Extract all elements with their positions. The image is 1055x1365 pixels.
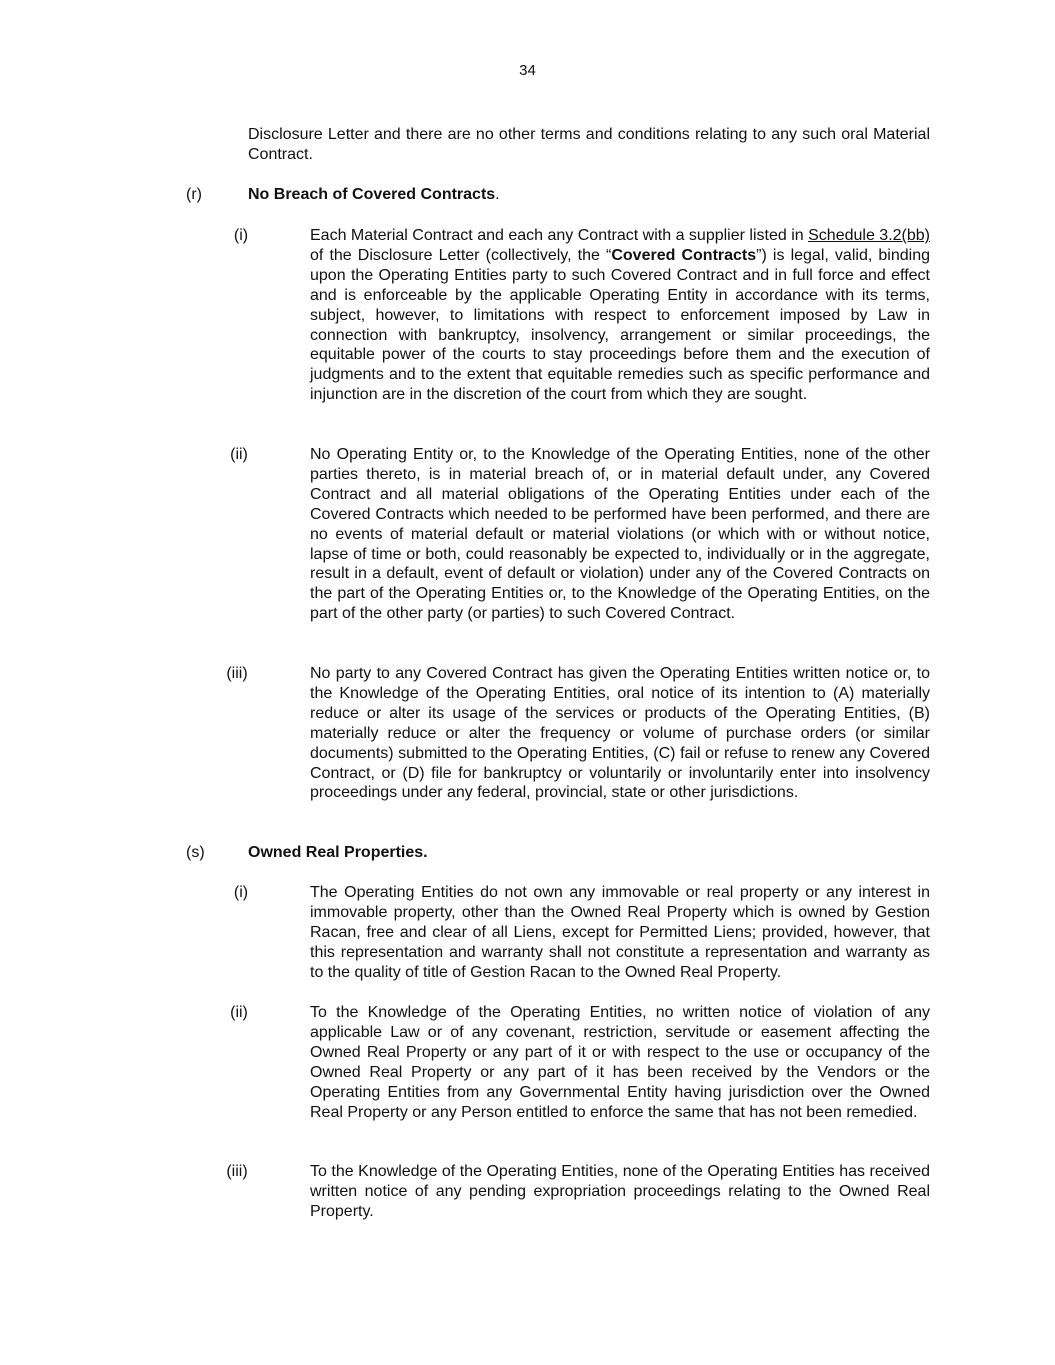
section-r-item-1-text-c: ”) is legal, valid, binding upon the Operating Entities party to such Covered Contract and in full force and effect and is enforceable by the applicable Operating Entity in accordance with its terms, subject, however, to limitations with respect to enforcement imposed by Law in connection with bankruptcy, insolvency, arrangement or similar proceedings, the equitable power of the courts to stay proceedings before them and the execution of judgments and to the extent that equitable remedies such as specific performance and injunction are in the discretion of the court from which they are sought. — [310, 246, 930, 404]
section-r-item-3-text: No party to any Covered Contract has given the Operating Entities written notice or, to the Knowledge of the Operating Entities, oral notice of its intention to (A) materially reduce or alter its usage of the services or products of the Operating Entities, (B) materially reduce or alter the frequency or volume of purchase orders (or similar documents) submitted to the Operating Entities, (C) fail or refuse to renew any Covered Contract, or (D) file for bankruptcy or voluntarily or involuntarily enter into insolvency proceedings under any federal, provincial, state or other jurisdictions. — [310, 665, 930, 802]
section-r-item-1-text-b: of the Disclosure Letter (collectively, the “ — [310, 246, 612, 264]
section-r-item-1-text-a: Each Material Contract and each any Contract with a supplier listed in — [310, 227, 804, 244]
section-r-item-3-label: (iii) — [226, 665, 248, 682]
page-number: 34 — [519, 62, 536, 79]
schedule-3-2-bb-link[interactable]: Schedule 3.2(bb) — [808, 227, 930, 244]
intro-paragraph: Disclosure Letter and there are no other terms and conditions relating to any such oral Material Contract. — [248, 126, 930, 163]
section-s-item-3-text: To the Knowledge of the Operating Entities, none of the Operating Entities has received written notice of any pending expropriation proceedings relating to the Owned Real Property. — [310, 1163, 930, 1220]
section-r-item-2-label: (ii) — [230, 446, 248, 463]
section-r-item-2-text: No Operating Entity or, to the Knowledge of the Operating Entities, none of the other parties thereto, is in material breach of, or in material default under, any Covered Contract and all material obligations of the Operating Entities under each of the Covered Contracts which needed to be performed have been performed, and there are no events of material default or material violations (or which with or without notice, lapse of time or both, could reasonably be expected to, individually or in the aggregate, result in a default, event of default or violation) under any of the Covered Contracts on the part of the Operating Entities or, to the Knowledge of the Operating Entities, on the part of the other party (or parties) to such Covered Contract. — [310, 446, 930, 623]
section-s-item-2-text: To the Knowledge of the Operating Entities, no written notice of violation of any applicable Law or of any covenant, restriction, servitude or easement affecting the Owned Real Property or any part of it or with respect to the use or occupancy of the Owned Real Property or any part of it has been received by the Vendors or the Operating Entities from any Governmental Entity having jurisdiction over the Owned Real Property or any Person entitled to enforce the same that has not been remedied. — [310, 1004, 930, 1121]
section-s-item-3-label: (iii) — [226, 1163, 248, 1180]
section-r-label: (r) — [186, 186, 202, 203]
section-s-item-1-label: (i) — [233, 884, 249, 901]
section-s-item-1-text: The Operating Entities do not own any immovable or real property or any interest in immovable property, other than the Owned Real Property which is owned by Gestion Racan, free and clear of all Liens, except for Permitted Liens; provided, however, that this representation and warranty shall not constitute a representation and warranty as to the quality of title of Gestion Racan to the Owned Real Property. — [310, 884, 930, 981]
covered-contracts-term: Covered Contracts — [611, 246, 757, 264]
section-r-heading — [248, 185, 500, 205]
section-s-heading — [248, 843, 428, 863]
section-r-item-1-label: (i) — [233, 227, 249, 244]
section-r-item-1-text — [310, 226, 930, 405]
section-s-heading-text: Owned Real Properties. — [248, 844, 428, 861]
section-s-label: (s) — [186, 844, 205, 861]
section-r-heading-suffix: . — [495, 186, 500, 203]
section-r-heading-text: No Breach of Covered Contracts — [248, 186, 496, 203]
section-s-item-2-label: (ii) — [230, 1004, 248, 1021]
